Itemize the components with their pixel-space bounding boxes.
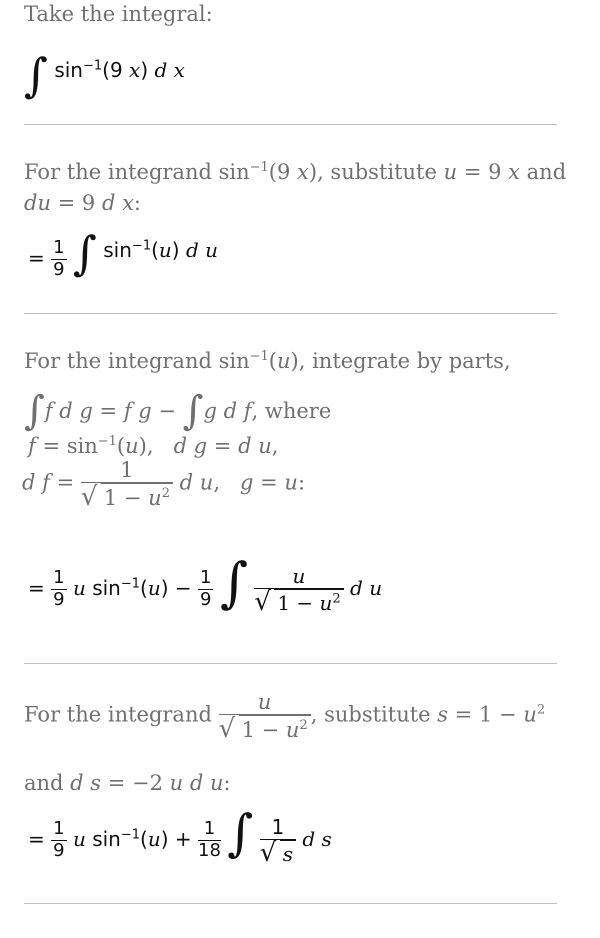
divider [24, 313, 557, 314]
divider [24, 903, 557, 904]
step4-intro: For the integrand u √ $1 - u^2$ , substitute $s = 1 - u^2$ [24, 690, 546, 745]
step4-intro-line2: and d s = −2 u d u: [24, 771, 231, 795]
step3-expression: = $\frac{1}{9}$ u $\sin^{-1}(u)$ − $\frac{1}{9}$ ∫ u √ $1 - u^2$ d u [28, 551, 383, 617]
step2-intro: For the integrand $\sin^{-1}(9$ x), substitute u = 9 x and [24, 160, 567, 184]
step1-intro: Take the integral: [24, 2, 213, 26]
step3-definitions-line1: $f = \sin^{-1}(u)$, d g = d u, [28, 434, 279, 458]
divider [24, 124, 557, 125]
step4-expression: = $\frac{1}{9}$ u $\sin^{-1}(u)$ + $\frac{1}{18}$ ∫ 1 √ s d s [28, 804, 332, 868]
divider [24, 663, 557, 664]
step3-parts-formula: ∫f d g = f g − ∫g d f, where [24, 388, 332, 434]
step3-definitions-line2: d f = 1 √ $1 - u^2$ d u, g = u: [22, 458, 306, 513]
step2-expression: = $\frac{1}{9}$ ∫ $\sin^{-1}(u)$ d u [28, 226, 219, 280]
integral-sign: ∫ [24, 48, 48, 102]
step2-intro-line2: du = 9 d x: [24, 191, 141, 215]
step3-intro: For the integrand $\sin^{-1}(u)$, integrate by parts, [24, 349, 511, 373]
step1-expression: ∫ $\sin^{-1}(9$ x) d x [24, 48, 185, 102]
